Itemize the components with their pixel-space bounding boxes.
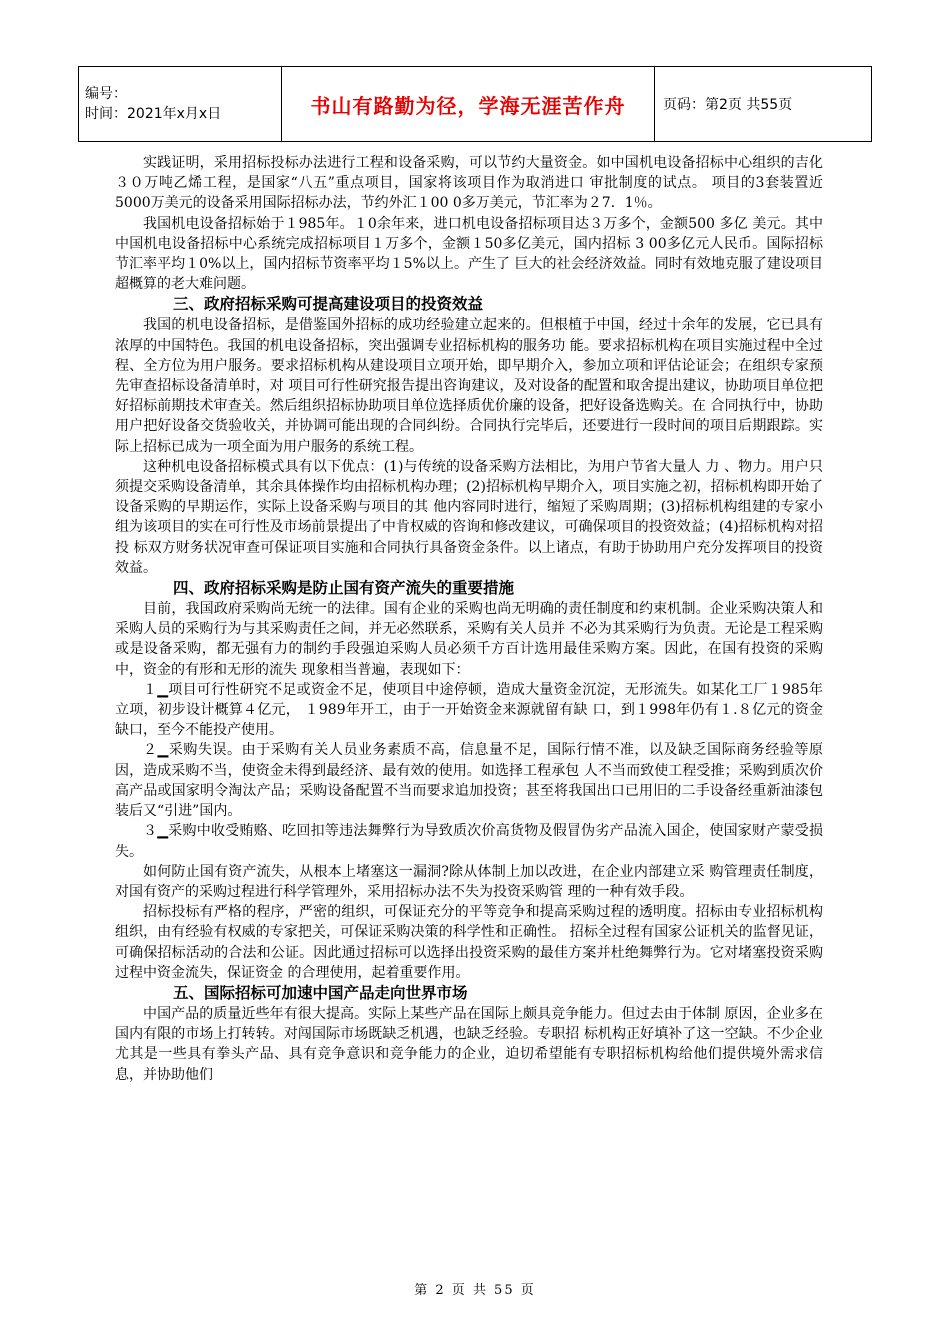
- paragraph: 如何防止国有资产流失，从根本上堵塞这一漏洞?除从体制上加以改进，在企业内部建立采 购管理责任制度，对国有资产的采购过程进行科学管理外，采用招标办法不失为投资采购管 理的一种有效手段。: [115, 863, 823, 900]
- paragraph: 我国的机电设备招标，是借鉴国外招标的成功经验建立起来的。但根植于中国，经过十余年的发展，它已具有浓厚的中国特色。我国的机电设备招标，突出强调专业招标机构的服务功 能。要求招标机构在项目实施过程中全过程、全方位为用户服务。要求招标机构从建设项目立项开始，即早期介入，参加立项和评估论证会；在组织专家预先审查招标设备清单时，对 项目可行性研究报告提出咨询建议，及对设备的配置和取舍提出建议，协助项目单位把好招标前期技术审查关。然后组织招标协助项目单位选择质优价廉的设备，把好设备选购关。在 合同执行中，协助用户把好设备交货验收关，并协调可能出现的合同纠纷。合同执行完毕后，还要进行一段时间的项目后期跟踪。实际上招标已成为一项全面为用户服务的系统工程。: [115, 317, 823, 455]
- paragraph: 招标投标有严格的程序，严密的组织，可保证充分的平等竞争和提高采购过程的透明度。招标由专业招标机构组织，由有经验有权威的专家把关，可保证采购决策的科学性和正确性。 招标全过程有国家公证机关的监督见证，可确保招标活动的合法和公证。因此通过招标可以选择出投资采购的最佳方案并杜绝舞弊行为。它对堵塞投资采购过程中资金流失，保证资金 的合理使用，起着重要作用。: [115, 904, 823, 981]
- paragraph: ３▁采购中收受贿赂、吃回扣等违法舞弊行为导致质次价高货物及假冒伪劣产品流入国企，使国家财产蒙受损失。: [115, 823, 823, 860]
- header-meta-cell: [79, 67, 282, 142]
- document-body: [115, 153, 823, 1085]
- paragraph: 这种机电设备招标模式具有以下优点：(1)与传统的设备采购方法相比，为用户节省大量人 力 、物力。用户只须提交采购设备清单，其余具体操作均由招标机构办理；(2)招标机构早期介入，项目实施之初，招标机构即开始了设备采购的早期运作，实际上设备采购与项目的其 他内容同时进行，缩短了采购周期；(3)招标机构组建的专家小组为该项目的实在可行性及市场前景提出了中肯权威的咨询和修改建议，可确保项目的投资效益；(4)招标机构对招投 标双方财务状况审查可保证项目实施和合同执行具备资金条件。以上诸点，有助于协助用户充分发挥项目的投资效益。: [115, 458, 823, 576]
- document-header: [78, 66, 872, 142]
- paragraph: 目前，我国政府采购尚无统一的法律。国有企业的采购也尚无明确的责任制度和约束机制。企业采购决策人和采购人员的采购行为与其采购责任之间，并无必然联系，采购有关人员并 不必为其采购行为负责。无论是工程采购或是设备采购，都无强有力的制约手段强迫采购人员必须千方百计选用最佳采购方案。因此，在国有投资的采购中，资金的有形和无形的流失 现象相当普遍，表现如下：: [115, 601, 823, 678]
- section-heading: 三、政府招标采购可提高建设项目的投资效益: [173, 295, 484, 314]
- paragraph: 我国机电设备招标始于１985年。１0余年来，进口机电设备招标项目达３万多个，金额500 多亿 美元。其中中国机电设备招标中心系统完成招标项目１万多个，金额１50多亿美元，国内招标 3 00多亿元人民币。国际招标节汇率平均１0%以上，国内招标节资率平均１5%以上。产生了 巨大的社会经济效益。同时有效地克服了建设项目超概算的老大难问题。: [115, 215, 823, 293]
- section-heading: 五、国际招标可加速中国产品走向世界市场: [173, 983, 468, 1002]
- header-page-number: 页码：第2页 共55页: [655, 67, 872, 142]
- document-date-label: 时间：2021年x月x日: [85, 106, 222, 122]
- header-motto: 书山有路勤为径，学海无涯苦作舟: [282, 67, 655, 142]
- paragraph: 中国产品的质量近些年有很大提高。实际上某些产品在国际上颇具竞争能力。但过去由于体制 原因，企业多在国内有限的市场上打转转。对闯国际市场既缺乏机遇，也缺乏经验。专职招 标机构正好填补了这一空缺。不少企业尤其是一些具有拳头产品、具有竞争意识和竞争能力的企业，迫切希望能有专职招标机构给他们提供境外需求信息，并协助他们: [115, 1005, 823, 1083]
- paragraph: １▁项目可行性研究不足或资金不足，使项目中途停顿，造成大量资金沉淀，无形流失。如某化工厂１985年立项，初步设计概算４亿元， １989年开工，由于一开始资金来源就留有缺 口，到１998年仍有１.８亿元的资金缺口，至今不能投产使用。: [115, 681, 823, 739]
- paragraph: ２▁采购失误。由于采购有关人员业务素质不高，信息量不足，国际行情不准，以及缺乏国际商务经验等原因，造成采购不当，使资金未得到最经济、最有效的使用。如选择工程承包 人不当而致使工程受推；采购到质次价高产品或国家明令淘汰产品；采购设备配置不当而要求追加投资；甚至将我国出口已用旧的二手设备经重新油漆包装后又“引进”国内。: [115, 742, 823, 820]
- document-number-label: 编号：: [85, 86, 127, 102]
- paragraph: 实践证明，采用招标投标办法进行工程和设备采购，可以节约大量资金。如中国机电设备招标中心组织的吉化３０万吨乙烯工程，是国家“八五”重点项目，国家将该项目作为取消进口 审批制度的试点。 项目的3套装置近5000万美元的设备采用国际招标办法，节约外汇１00 0多万美元，节汇率为２7．1％。: [115, 155, 823, 212]
- section-heading: 四、政府招标采购是防止国有资产流失的重要措施: [173, 579, 515, 598]
- page-footer: 第 2 页 共 55 页: [414, 1283, 536, 1298]
